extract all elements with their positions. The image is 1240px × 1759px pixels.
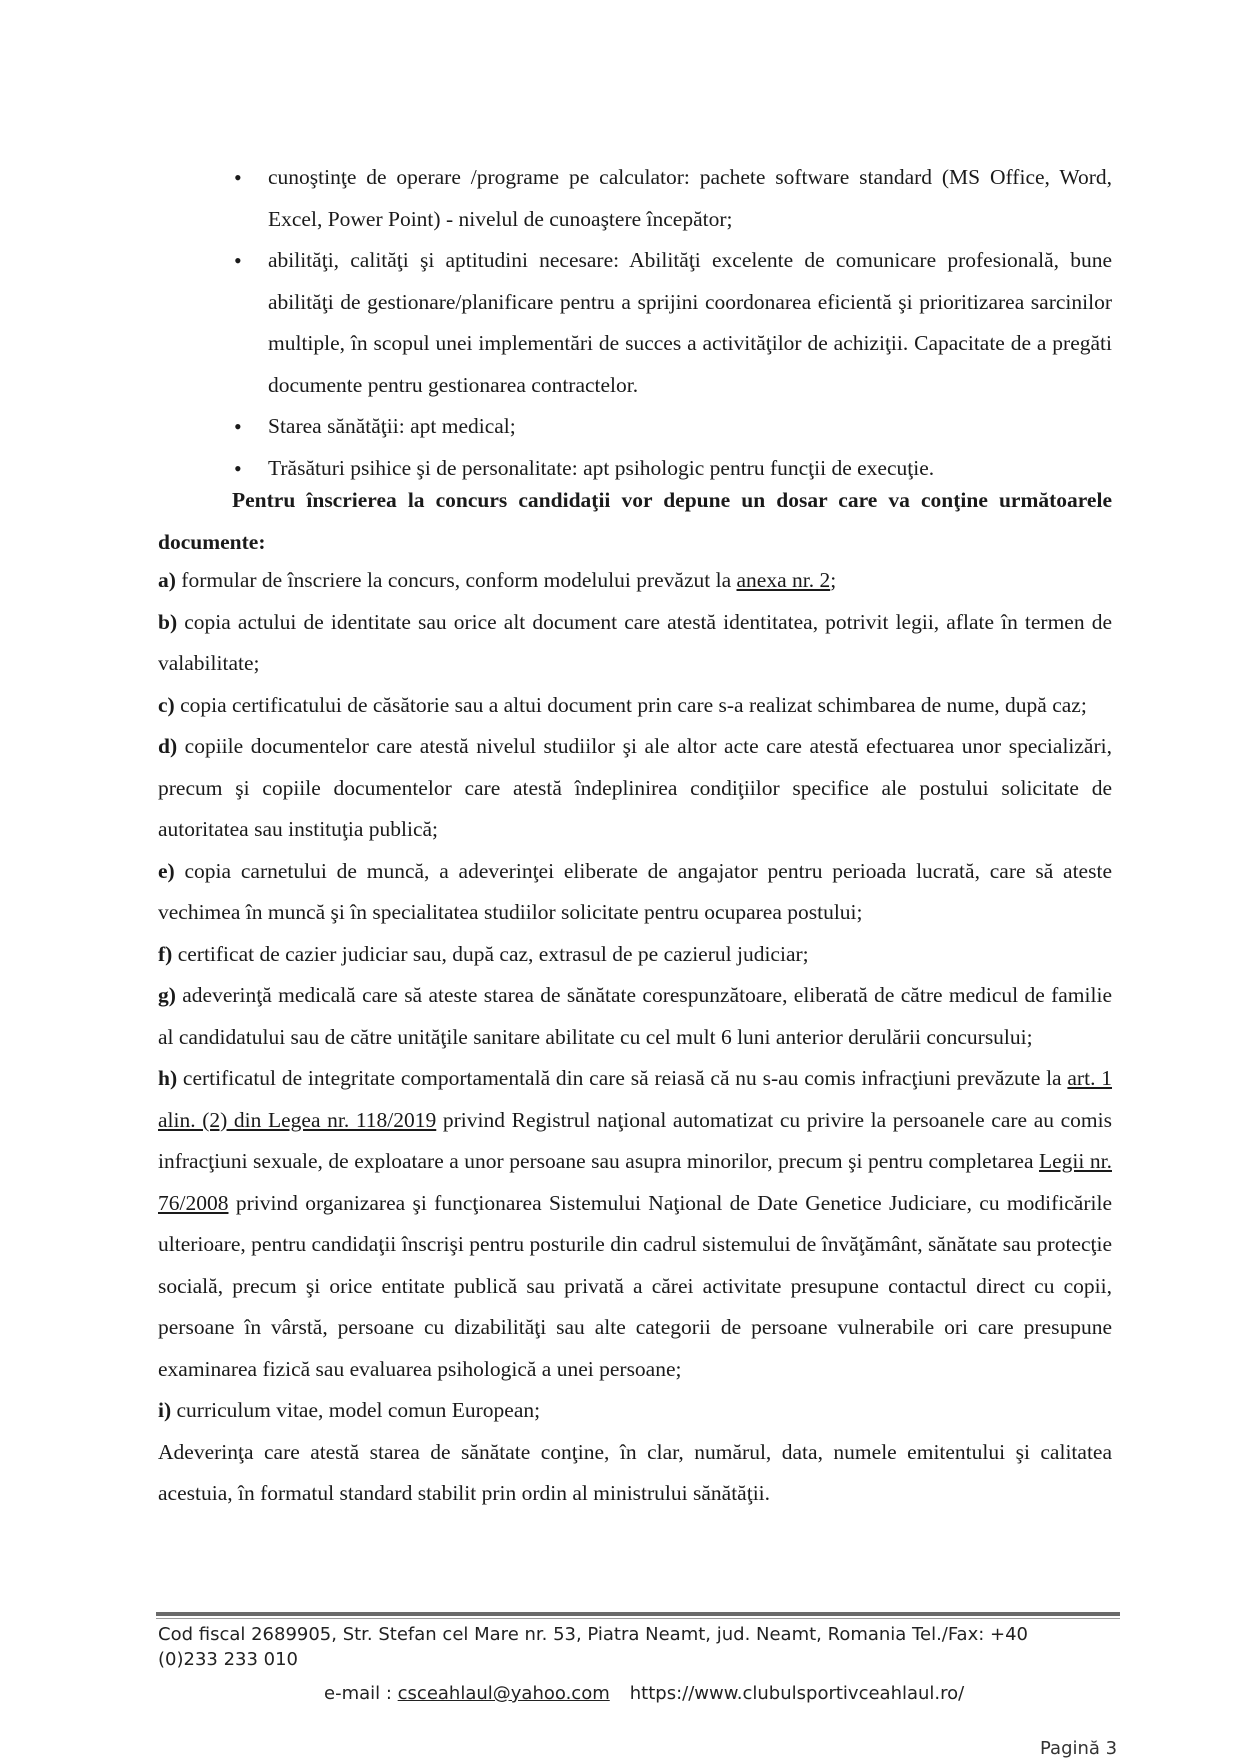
- requirements-list: [268, 157, 1112, 489]
- document-item-d: [158, 726, 1112, 851]
- list-item: • Starea sănătăţii: apt medical;: [268, 406, 1112, 448]
- footer-divider: [156, 1612, 1120, 1616]
- item-text: ;: [830, 568, 837, 592]
- law-link[interactable]: Legii nr. 76/2008: [158, 1149, 1112, 1215]
- item-letter: h): [158, 1066, 178, 1090]
- item-text: privind organizarea şi funcţionarea Sistemului Naţional de Date Genetice Judiciare, cu modificările ulterioare, pentru candidaţii înscrişi pentru posturile din cadrul sistemului de învăţământ, sănătate sau protecţie socială, precum şi orice entitate publică sau privată a cărei activitate presupune contactul direct cu copii, persoane în vârstă, persoane cu dizabilităţi sau alte categorii de persoane vulnerabile ori care presupune examinarea fizică sau evaluarea psihologică a unei persoane;: [158, 1190, 1112, 1381]
- footer-divider-thin: [156, 1618, 1120, 1619]
- document-item-f: [158, 934, 1112, 976]
- item-text: copia certificatului de căsătorie sau a altui document prin care s-a realizat schimbarea de nume, după caz;: [174, 692, 1087, 717]
- footer-address: [158, 1622, 1118, 1672]
- list-item: • abilităţi, calităţi şi aptitudini necesare: Abilităţi excelente de comunicare profesională, bune abilităţi de gestionare/planificare pentru a sprijini coordonarea eficientă şi prioritizarea sarcinilor multiple, în scopul unei implementări de succes a activităţilor de achiziţii. Capacitate de a pregăti documente pentru gestionarea contractelor.: [268, 240, 1112, 406]
- item-letter: i): [158, 1398, 172, 1422]
- website-link[interactable]: https://www.clubulsportivceahlaul.ro/: [629, 1683, 965, 1704]
- list-item: • Trăsături psihice şi de personalitate: apt psihologic pentru funcţii de execuţie.: [268, 448, 1112, 490]
- page-number: Pagină 3: [1040, 1738, 1118, 1759]
- item-text: copiile documentelor care atestă nivelul studiilor şi ale altor acte care atestă efectuarea unor specializări, precum şi copiile documentelor care atestă îndeplinirea condiţiilor specifice ale postului solicitate de autoritatea sau instituţia publică;: [158, 734, 1112, 841]
- footer-line: Cod fiscal 2689905, Str. Stefan cel Mare nr. 53, Piatra Neamt, jud. Neamt, Romania Tel./Fax: +40: [158, 1624, 1029, 1645]
- item-text: adeverinţă medicală care să ateste starea de sănătate corespunzătoare, eliberată de către medicul de familie al candidatului sau de către unităţile sanitare abilitate cu cel mult 6 luni anterior derulării concursului;: [158, 983, 1112, 1049]
- item-text: privind Registrul naţional automatizat cu privire la persoanele care au comis infracţiuni sexuale, de exploatare a unor persoane sau asupra minorilor, precum şi pentru completarea: [158, 1107, 1112, 1173]
- footer-contact: [324, 1683, 964, 1704]
- item-text: curriculum vitae, model comun European;: [171, 1398, 541, 1422]
- item-letter: d): [158, 734, 178, 758]
- item-letter: g): [158, 983, 176, 1007]
- document-item-c: [158, 685, 1112, 727]
- item-text: copia actului de identitate sau orice alt document care atestă identitatea, potrivit legii, aflate în termen de valabilitate;: [158, 609, 1112, 675]
- item-letter: c): [158, 692, 175, 717]
- email-label: e-mail :: [324, 1683, 398, 1704]
- footer-line: (0)233 233 010: [158, 1649, 299, 1670]
- item-text: certificat de cazier judiciar sau, după caz, extrasul de pe cazierul judiciar;: [172, 941, 809, 966]
- item-letter: b): [158, 609, 178, 634]
- documents-intro: Pentru înscrierea la concurs candidaţii vor depune un dosar care va conţine următoarele documente:: [158, 488, 1112, 554]
- item-letter: a): [158, 568, 176, 592]
- document-item-g: [158, 975, 1112, 1058]
- document-item-h: [158, 1058, 1112, 1390]
- item-text: certificatul de integritate comportamentală din care să reiasă că nu s-au comis infracţiuni prevăzute la: [177, 1066, 1068, 1090]
- item-text: copia carnetului de muncă, a adeverinţei eliberate de angajator pentru perioada lucrată, care să ateste vechimea în muncă şi în specialitatea studiilor solicitate pentru ocuparea postului;: [158, 858, 1112, 924]
- document-item-a: [158, 560, 1112, 602]
- law-link[interactable]: art. 1 alin. (2) din Legea nr. 118/2019: [158, 1066, 1112, 1132]
- document-item-e: [158, 851, 1112, 934]
- email-link[interactable]: csceahlaul@yahoo.com: [397, 1683, 610, 1704]
- list-item: • cunoştinţe de operare /programe pe calculator: pachete software standard (MS Office, Word, Excel, Power Point) - nivelul de cunoaştere începător;: [268, 157, 1112, 240]
- item-text: formular de înscriere la concurs, conform modelului prevăzut la: [175, 568, 737, 592]
- document-item-i: [158, 1390, 1112, 1432]
- annex-link[interactable]: anexa nr. 2: [736, 568, 831, 592]
- documents-list: [158, 560, 1112, 1515]
- item-letter: e): [158, 858, 175, 883]
- document-item-b: [158, 602, 1112, 685]
- item-letter: f): [158, 941, 173, 966]
- closing-paragraph: Adeverinţa care atestă starea de sănătate conţine, în clar, numărul, data, numele emitentului şi calitatea acestuia, în formatul standard stabilit prin ordin al ministrului sănătăţii.: [158, 1439, 1112, 1505]
